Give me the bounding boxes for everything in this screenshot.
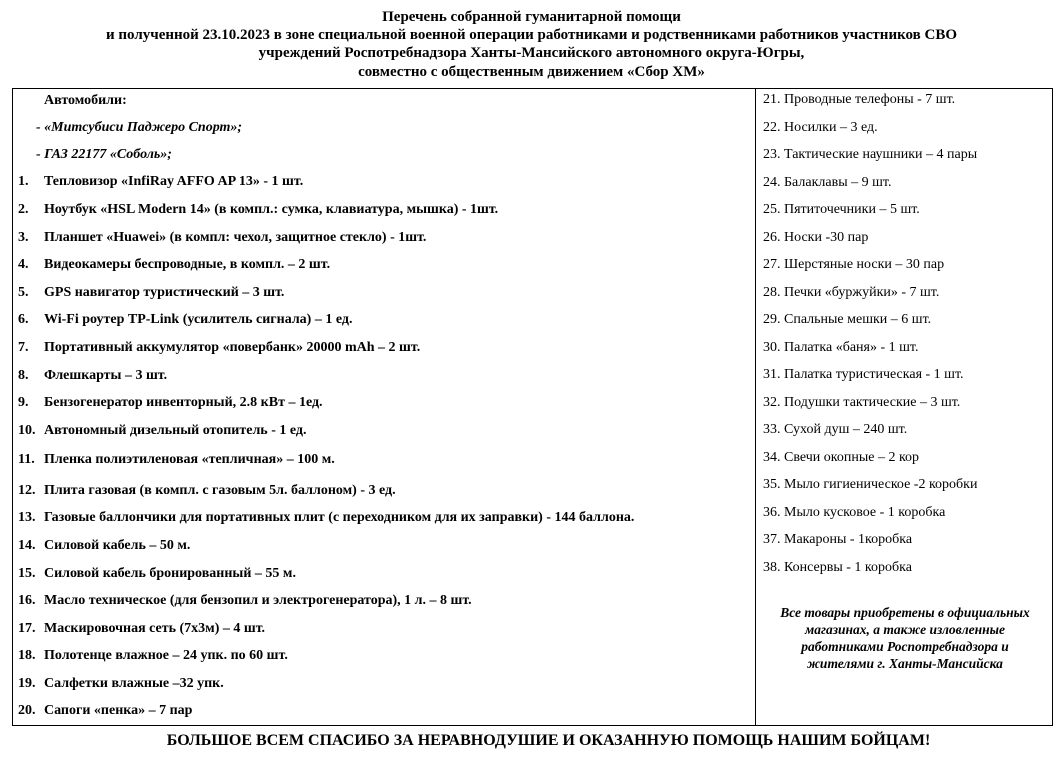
doc-title-line-3: учреждений Роспотребнадзора Ханты-Мансийского автономного округа-Югры, [258, 45, 805, 61]
list-item: Автономный дизельный отопитель - 1 ед. [44, 423, 307, 438]
list-item: Газовые баллончики для портативных плит (с переходником для их заправки) - 144 баллона. [44, 510, 635, 525]
list-item: 27. Шерстяные носки – 30 пар [763, 257, 945, 272]
list-item: 28. Печки «буржуйки» - 7 шт. [763, 284, 940, 300]
list-item: Пленка полиэтиленовая «тепличная» – 100 м. [44, 452, 335, 467]
list-item: 25. Пятиточечники – 5 шт. [763, 202, 920, 217]
list-item: Планшет «Huawei» (в компл: чехол, защитное стекло) - 1шт. [44, 230, 427, 245]
list-item: 30. Палатка «баня» - 1 шт. [763, 339, 919, 355]
list-item-number: 8. [18, 368, 29, 383]
list-item: Тепловизор «InfiRay AFFO AP 13» - 1 шт. [44, 174, 304, 189]
list-item-number: 5. [18, 285, 29, 300]
list-item: Бензогенератор инвенторный, 2.8 кВт – 1ед. [44, 395, 323, 410]
vehicle-item: - «Митсубиси Паджеро Спорт»; [36, 120, 243, 135]
list-item: 32. Подушки тактические – 3 шт. [763, 394, 961, 410]
list-item: Маскировочная сеть (7х3м) – 4 шт. [44, 621, 266, 636]
list-item-number: 7. [18, 340, 29, 355]
list-item: Силовой кабель бронированный – 55 м. [44, 566, 296, 581]
list-item-number: 19. [18, 676, 36, 691]
vehicle-item: - ГАЗ 22177 «Соболь»; [36, 147, 172, 162]
list-item: Масло техническое (для бензопил и электрогенератора), 1 л. – 8 шт. [44, 593, 472, 608]
list-item: 34. Свечи окопные – 2 кор [763, 449, 920, 465]
thanks-footer: БОЛЬШОЕ ВСЕМ СПАСИБО ЗА НЕРАВНОДУШИЕ И ОКАЗАННУЮ ПОМОЩЬ НАШИМ БОЙЦАМ! [166, 732, 931, 749]
list-item-number: 1. [18, 174, 29, 189]
list-item: GPS навигатор туристический – 3 шт. [44, 285, 285, 300]
list-item: Видеокамеры беспроводные, в компл. – 2 шт. [44, 257, 331, 272]
list-item: 33. Сухой душ – 240 шт. [763, 422, 908, 437]
list-item: Салфетки влажные –32 упк. [44, 676, 224, 691]
list-item-number: 16. [18, 593, 36, 608]
list-item-number: 13. [18, 510, 36, 525]
list-item: Флешкарты – 3 шт. [44, 368, 168, 383]
list-item: Сапоги «пенка» – 7 пар [44, 703, 193, 718]
list-item-number: 6. [18, 312, 29, 327]
list-item: 29. Спальные мешки – 6 шт. [763, 312, 932, 327]
list-item-number: 14. [18, 538, 36, 553]
list-item-number: 17. [18, 621, 36, 636]
list-item: 23. Тактические наушники – 4 пары [763, 147, 978, 162]
list-item: Полотенце влажное – 24 упк. по 60 шт. [44, 648, 288, 663]
column-divider [755, 88, 756, 726]
doc-title-line-1: Перечень собранной гуманитарной помощи [382, 9, 681, 25]
list-item: 21. Проводные телефоны - 7 шт. [763, 92, 956, 107]
list-item-number: 15. [18, 566, 36, 581]
list-item-number: 20. [18, 703, 36, 718]
list-item: 36. Мыло кусковое - 1 коробка [763, 504, 946, 520]
list-item: 37. Макароны - 1коробка [763, 532, 913, 547]
purchase-note: Все товары приобретены в официальных магазинах, а также изловленные работниками Роспотребнадзора и жителями г. Ханты-Мансийска [780, 605, 1030, 671]
list-item-number: 4. [18, 257, 29, 272]
list-item: 24. Балаклавы – 9 шт. [763, 174, 892, 190]
list-item-number: 9. [18, 395, 29, 410]
list-item-number: 11. [18, 452, 35, 467]
list-item: Wi-Fi роутер TP-Link (усилитель сигнала) – 1 ед. [44, 312, 353, 327]
list-item-number: 18. [18, 648, 36, 663]
list-item-number: 12. [18, 483, 36, 498]
list-item: 22. Носилки – 3 ед. [763, 119, 878, 135]
list-item-number: 3. [18, 230, 29, 245]
list-item: 38. Консервы - 1 коробка [763, 559, 912, 575]
list-item-number: 10. [18, 423, 36, 438]
vehicles-heading: Автомобили: [44, 93, 127, 108]
list-item: 35. Мыло гигиеническое -2 коробки [763, 477, 978, 492]
list-item-number: 2. [18, 202, 29, 217]
doc-title-line-4: совместно с общественным движением «Сбор ХМ» [358, 64, 705, 80]
list-item: Силовой кабель – 50 м. [44, 538, 191, 553]
list-item: Плита газовая (в компл. с газовым 5л. баллоном) - 3 ед. [44, 483, 396, 498]
list-item: Портативный аккумулятор «повербанк» 20000 mAh – 2 шт. [44, 340, 421, 355]
list-item: Ноутбук «HSL Modern 14» (в компл.: сумка, клавиатура, мышка) - 1шт. [44, 202, 499, 217]
list-item: 26. Носки -30 пар [763, 229, 869, 245]
list-item: 31. Палатка туристическая - 1 шт. [763, 367, 964, 382]
doc-title-line-2: и полученной 23.10.2023 в зоне специальной военной операции работниками и родственниками работников участников СВО [105, 27, 958, 43]
